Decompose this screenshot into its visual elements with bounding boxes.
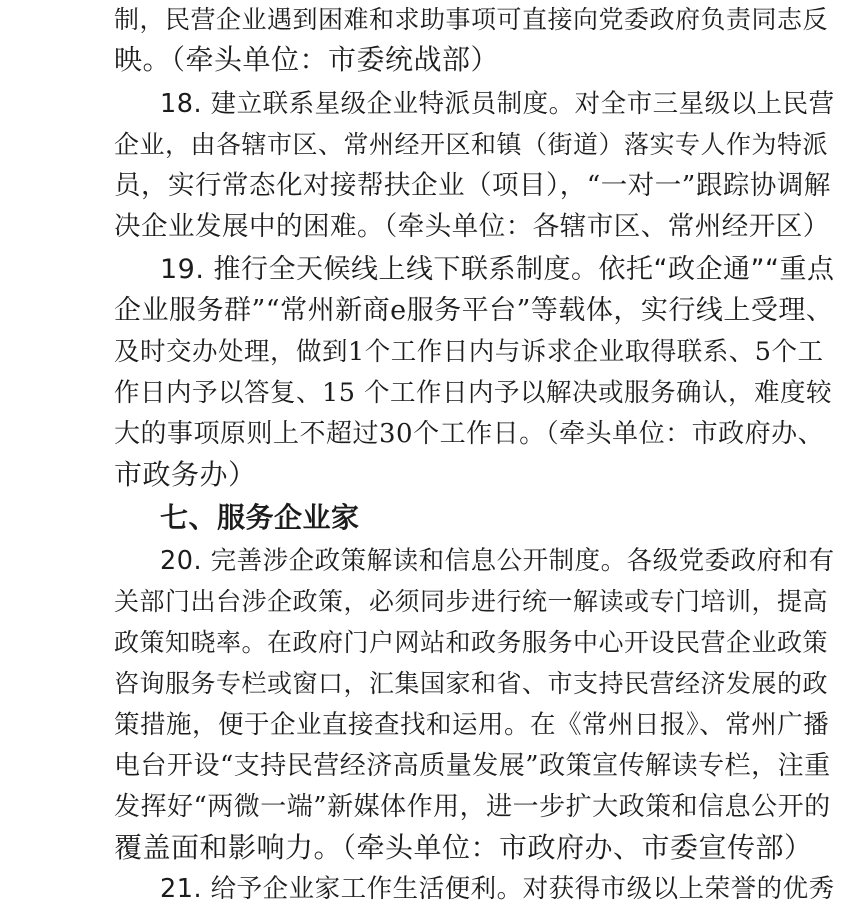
text-line: 企业服务群”“常州新商e服务平台”等载体，实行线上受理、 <box>114 295 834 326</box>
text-line: 发挥好“两微一端”新媒体作用，进一步扩大政策和信息公开的 <box>114 792 831 822</box>
text-line: 关部门出台涉企政策，必须同步进行统一解读或专门培训，提高 <box>114 587 829 616</box>
item-21-line: 21. 给予企业家工作生活便利。对获得市级以上荣誉的优秀 <box>160 874 835 904</box>
item-19-line: 19. 推行全天候线上线下联系制度。依托“政企通”“重点 <box>160 254 835 285</box>
text-line: 员，实行常态化对接帮扶企业（项目），“一对一”跟踪协调解 <box>114 170 831 201</box>
text-line: 电台开设“支持民营经济高质量发展”政策宣传解读专栏，注重 <box>114 751 831 781</box>
text-line: 政策知晓率。在政府门户网站和政务服务中心开设民营企业政策 <box>114 628 829 657</box>
text-line: 策措施，便于企业直接查找和运用。在《常州日报》、常州广播 <box>114 710 830 740</box>
text-line: 大的事项原则上不超过30个工作日。（牵头单位：市政府办、 <box>114 419 825 449</box>
item-18-line: 18. 建立联系星级企业特派员制度。对全市三星级以上民营 <box>160 89 835 119</box>
text-line: 及时交办处理，做到1个工作日内与诉求企业取得联系、5个工 <box>114 337 824 367</box>
text-line: 制，民营企业遇到困难和求助事项可直接向党委政府负责同志反 <box>114 5 829 34</box>
section-heading: 七、服务企业家 <box>160 501 360 534</box>
text-line: 映。（牵头单位：市委统战部） <box>114 43 500 76</box>
text-line: 市政务办） <box>114 458 257 491</box>
text-line: 决企业发展中的困难。（牵头单位：各辖市区、常州经开区） <box>114 211 830 242</box>
item-20-line: 20. 完善涉企政策解读和信息公开制度。各级党委政府和有 <box>160 546 835 576</box>
text-line: 作日内予以答复、15 个工作日内予以解决或服务确认，难度较 <box>114 378 833 408</box>
text-line: 企业，由各辖市区、常州经开区和镇（街道）落实专人作为特派 <box>114 130 829 159</box>
text-line: 咨询服务专栏或窗口，汇集国家和省、市支持民营经济发展的政 <box>114 669 829 698</box>
text-line: 覆盖面和影响力。（牵头单位：市政府办、市委宣传部） <box>114 831 813 864</box>
